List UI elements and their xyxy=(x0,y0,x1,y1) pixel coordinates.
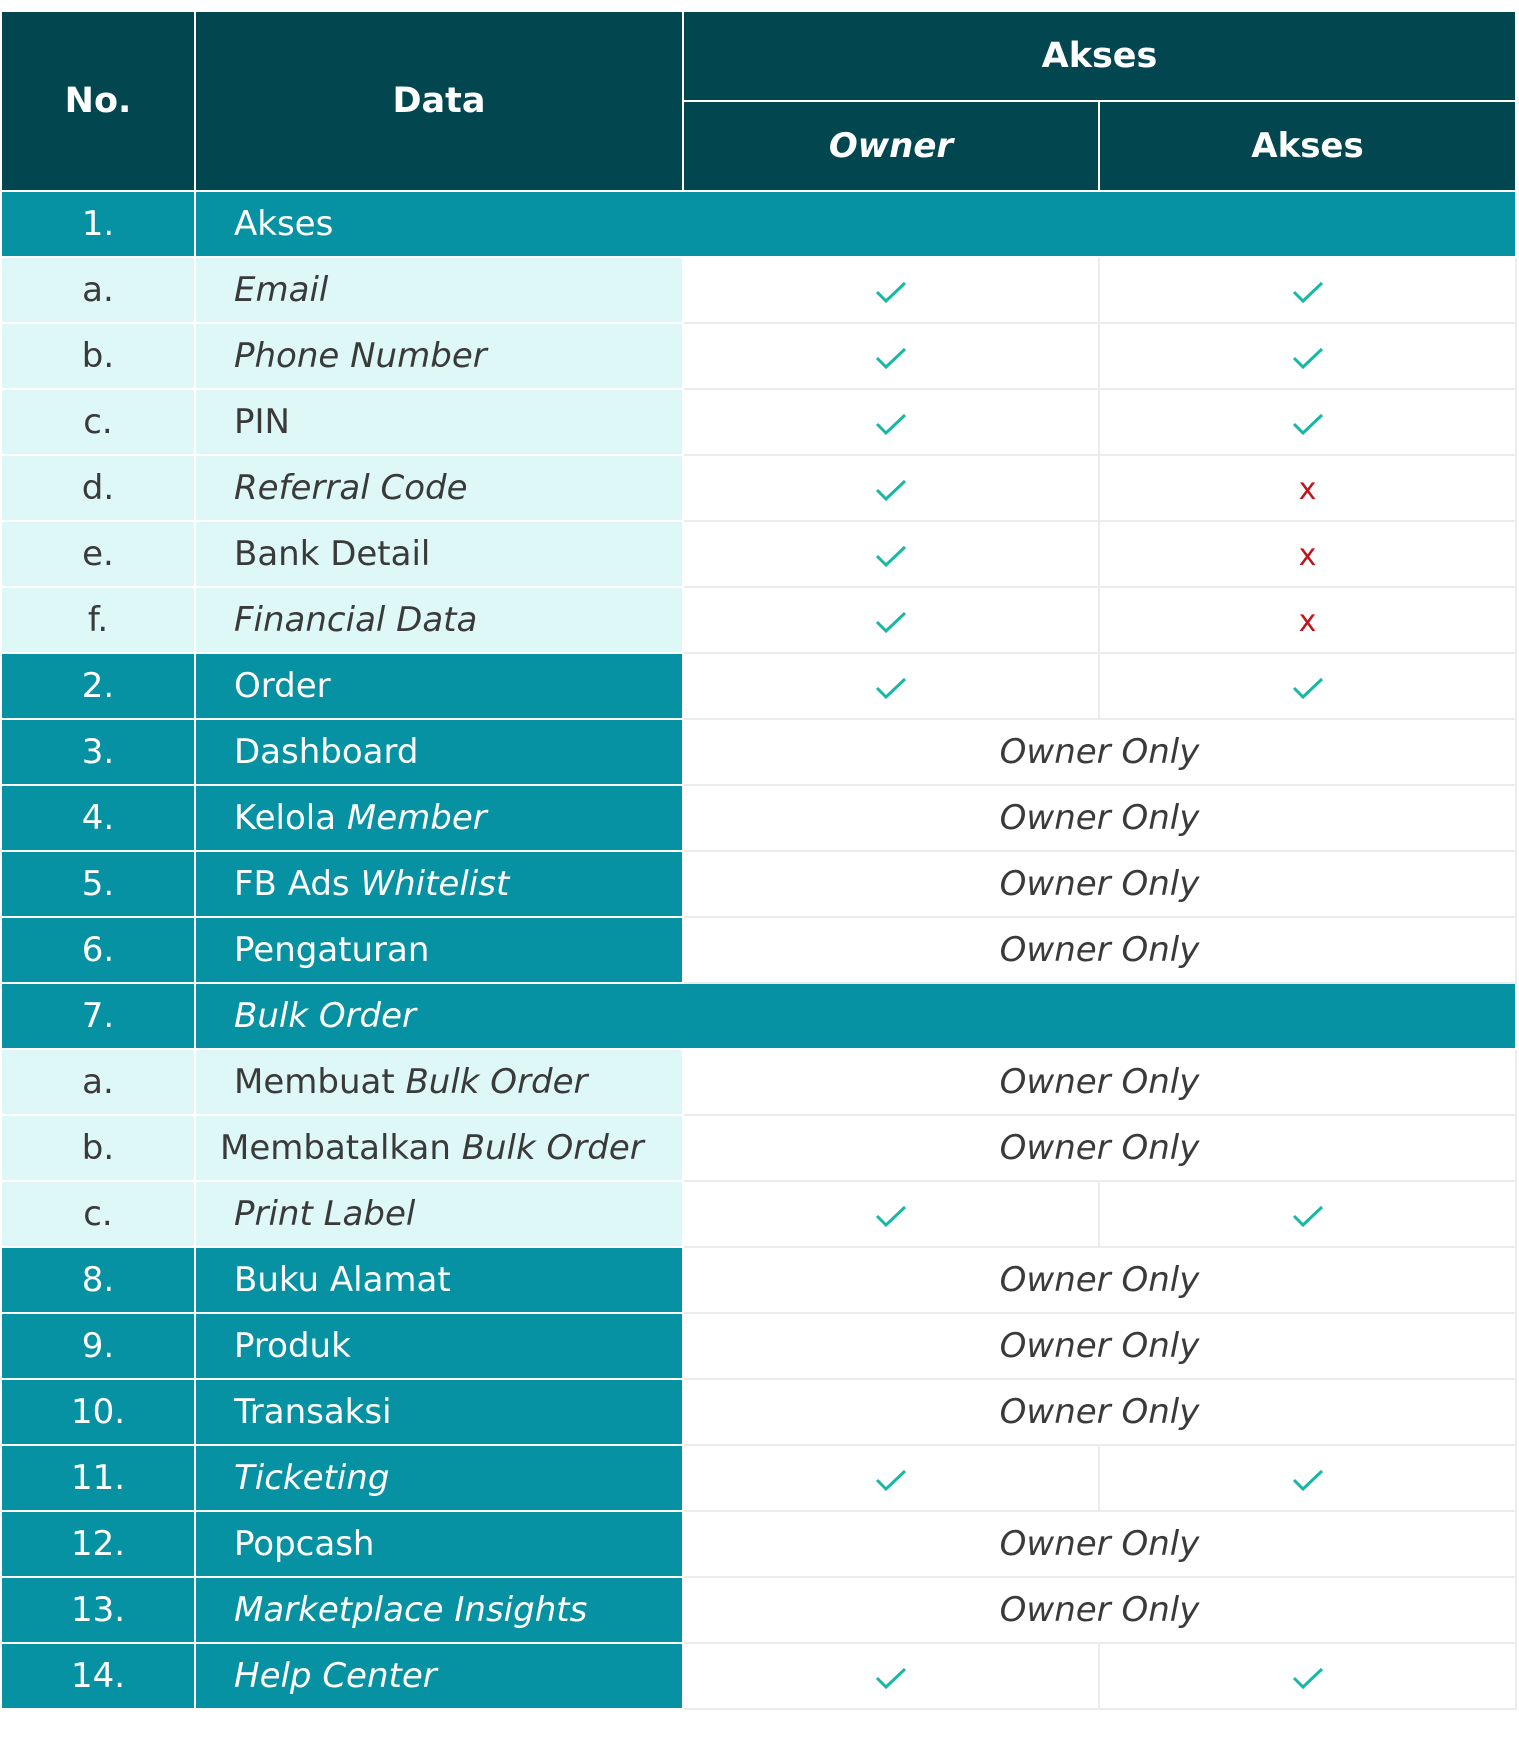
owner-only-note: Owner Only xyxy=(683,917,1516,983)
row-label-italic: Bulk Order xyxy=(405,1062,588,1102)
row-label-plain: Membuat xyxy=(234,1062,406,1102)
owner-cell xyxy=(683,653,1099,719)
table-row xyxy=(1,1445,1516,1511)
row-label xyxy=(195,851,683,917)
table-row xyxy=(1,1511,1516,1577)
table-row xyxy=(1,323,1516,389)
row-label: Phone Number xyxy=(195,323,683,389)
row-label: Pengaturan xyxy=(195,917,683,983)
row-number: 13. xyxy=(1,1577,195,1643)
cross-icon: x xyxy=(1298,538,1317,573)
owner-cell xyxy=(683,521,1099,587)
row-label-plain: Membatalkan xyxy=(220,1128,462,1168)
akses-cell xyxy=(1099,257,1516,323)
row-number: b. xyxy=(1,1115,195,1181)
row-number: 1. xyxy=(1,191,195,257)
row-label xyxy=(195,1049,683,1115)
check-icon xyxy=(1291,1467,1325,1493)
owner-cell xyxy=(683,323,1099,389)
row-number: a. xyxy=(1,257,195,323)
header-akses-group: Akses xyxy=(683,11,1516,101)
table-row xyxy=(1,257,1516,323)
table-row xyxy=(1,719,1516,785)
table-row xyxy=(1,983,1516,1049)
akses-cell xyxy=(1099,455,1516,521)
row-number: b. xyxy=(1,323,195,389)
check-icon xyxy=(874,477,908,503)
row-label: Email xyxy=(195,257,683,323)
row-label: Print Label xyxy=(195,1181,683,1247)
table-row xyxy=(1,1313,1516,1379)
check-icon xyxy=(874,345,908,371)
akses-cell xyxy=(1099,653,1516,719)
check-icon xyxy=(874,411,908,437)
row-label: Ticketing xyxy=(195,1445,683,1511)
check-icon xyxy=(1291,279,1325,305)
row-label: Popcash xyxy=(195,1511,683,1577)
row-number: 5. xyxy=(1,851,195,917)
row-number: 14. xyxy=(1,1643,195,1709)
owner-cell xyxy=(683,1445,1099,1511)
row-number: 9. xyxy=(1,1313,195,1379)
access-table-container xyxy=(0,10,1515,1710)
row-number: a. xyxy=(1,1049,195,1115)
owner-cell xyxy=(683,257,1099,323)
row-label: Help Center xyxy=(195,1643,683,1709)
owner-only-note: Owner Only xyxy=(683,785,1516,851)
row-number: 8. xyxy=(1,1247,195,1313)
table-row xyxy=(1,1577,1516,1643)
row-label-italic: Bulk Order xyxy=(461,1128,644,1168)
cross-icon: x xyxy=(1298,604,1317,639)
row-label-italic: Member xyxy=(346,798,487,838)
table-row xyxy=(1,1379,1516,1445)
row-label: Referral Code xyxy=(195,455,683,521)
header-data: Data xyxy=(195,11,683,191)
owner-only-note: Owner Only xyxy=(683,1313,1516,1379)
header-owner: Owner xyxy=(683,101,1099,191)
row-number: e. xyxy=(1,521,195,587)
owner-only-note: Owner Only xyxy=(683,1049,1516,1115)
table-row xyxy=(1,851,1516,917)
row-label xyxy=(195,1115,683,1181)
table-row xyxy=(1,1643,1516,1709)
table-row xyxy=(1,521,1516,587)
check-icon xyxy=(874,1665,908,1691)
akses-cell xyxy=(1099,1445,1516,1511)
row-number: c. xyxy=(1,389,195,455)
owner-only-note: Owner Only xyxy=(683,1115,1516,1181)
row-number: 3. xyxy=(1,719,195,785)
check-icon xyxy=(874,1467,908,1493)
owner-only-note: Owner Only xyxy=(683,1511,1516,1577)
row-number: c. xyxy=(1,1181,195,1247)
row-label: Bank Detail xyxy=(195,521,683,587)
akses-cell xyxy=(1099,1643,1516,1709)
row-label-italic: Whitelist xyxy=(360,864,510,904)
cross-icon: x xyxy=(1298,472,1317,507)
row-number: 6. xyxy=(1,917,195,983)
table-row xyxy=(1,653,1516,719)
row-number: 4. xyxy=(1,785,195,851)
owner-cell xyxy=(683,389,1099,455)
row-label: Marketplace Insights xyxy=(195,1577,683,1643)
row-number: d. xyxy=(1,455,195,521)
row-label-plain: Kelola xyxy=(234,798,347,838)
table-row xyxy=(1,1247,1516,1313)
row-number: 11. xyxy=(1,1445,195,1511)
table-row xyxy=(1,1181,1516,1247)
akses-cell xyxy=(1099,1181,1516,1247)
row-label: Transaksi xyxy=(195,1379,683,1445)
table-row xyxy=(1,1115,1516,1181)
check-icon xyxy=(1291,411,1325,437)
access-table xyxy=(0,10,1517,1710)
row-label: Buku Alamat xyxy=(195,1247,683,1313)
table-row xyxy=(1,1049,1516,1115)
owner-cell xyxy=(683,1643,1099,1709)
header-akses: Akses xyxy=(1099,101,1516,191)
owner-cell xyxy=(683,455,1099,521)
check-icon xyxy=(1291,1203,1325,1229)
table-row xyxy=(1,587,1516,653)
akses-cell xyxy=(1099,521,1516,587)
check-icon xyxy=(1291,1665,1325,1691)
row-number: 7. xyxy=(1,983,195,1049)
owner-only-note: Owner Only xyxy=(683,719,1516,785)
row-number: 12. xyxy=(1,1511,195,1577)
row-label: Dashboard xyxy=(195,719,683,785)
check-icon xyxy=(1291,675,1325,701)
owner-cell xyxy=(683,1181,1099,1247)
akses-cell xyxy=(1099,389,1516,455)
row-label: Financial Data xyxy=(195,587,683,653)
check-icon xyxy=(874,279,908,305)
row-label-plain: FB Ads xyxy=(234,864,361,904)
owner-cell xyxy=(683,587,1099,653)
akses-cell xyxy=(1099,587,1516,653)
table-row xyxy=(1,389,1516,455)
owner-only-note: Owner Only xyxy=(683,1247,1516,1313)
owner-only-note: Owner Only xyxy=(683,851,1516,917)
header-row xyxy=(1,11,1516,101)
check-icon xyxy=(874,675,908,701)
table-row xyxy=(1,785,1516,851)
row-label: Produk xyxy=(195,1313,683,1379)
row-number: f. xyxy=(1,587,195,653)
akses-cell xyxy=(1099,323,1516,389)
owner-only-note: Owner Only xyxy=(683,1577,1516,1643)
row-number: 2. xyxy=(1,653,195,719)
section-label: Akses xyxy=(195,191,1516,257)
row-label xyxy=(195,785,683,851)
row-number: 10. xyxy=(1,1379,195,1445)
row-label: Order xyxy=(195,653,683,719)
header-no: No. xyxy=(1,11,195,191)
check-icon xyxy=(874,609,908,635)
check-icon xyxy=(874,1203,908,1229)
section-label: Bulk Order xyxy=(195,983,1516,1049)
row-label: PIN xyxy=(195,389,683,455)
table-row xyxy=(1,191,1516,257)
owner-only-note: Owner Only xyxy=(683,1379,1516,1445)
table-row xyxy=(1,917,1516,983)
table-row xyxy=(1,455,1516,521)
check-icon xyxy=(1291,345,1325,371)
check-icon xyxy=(874,543,908,569)
